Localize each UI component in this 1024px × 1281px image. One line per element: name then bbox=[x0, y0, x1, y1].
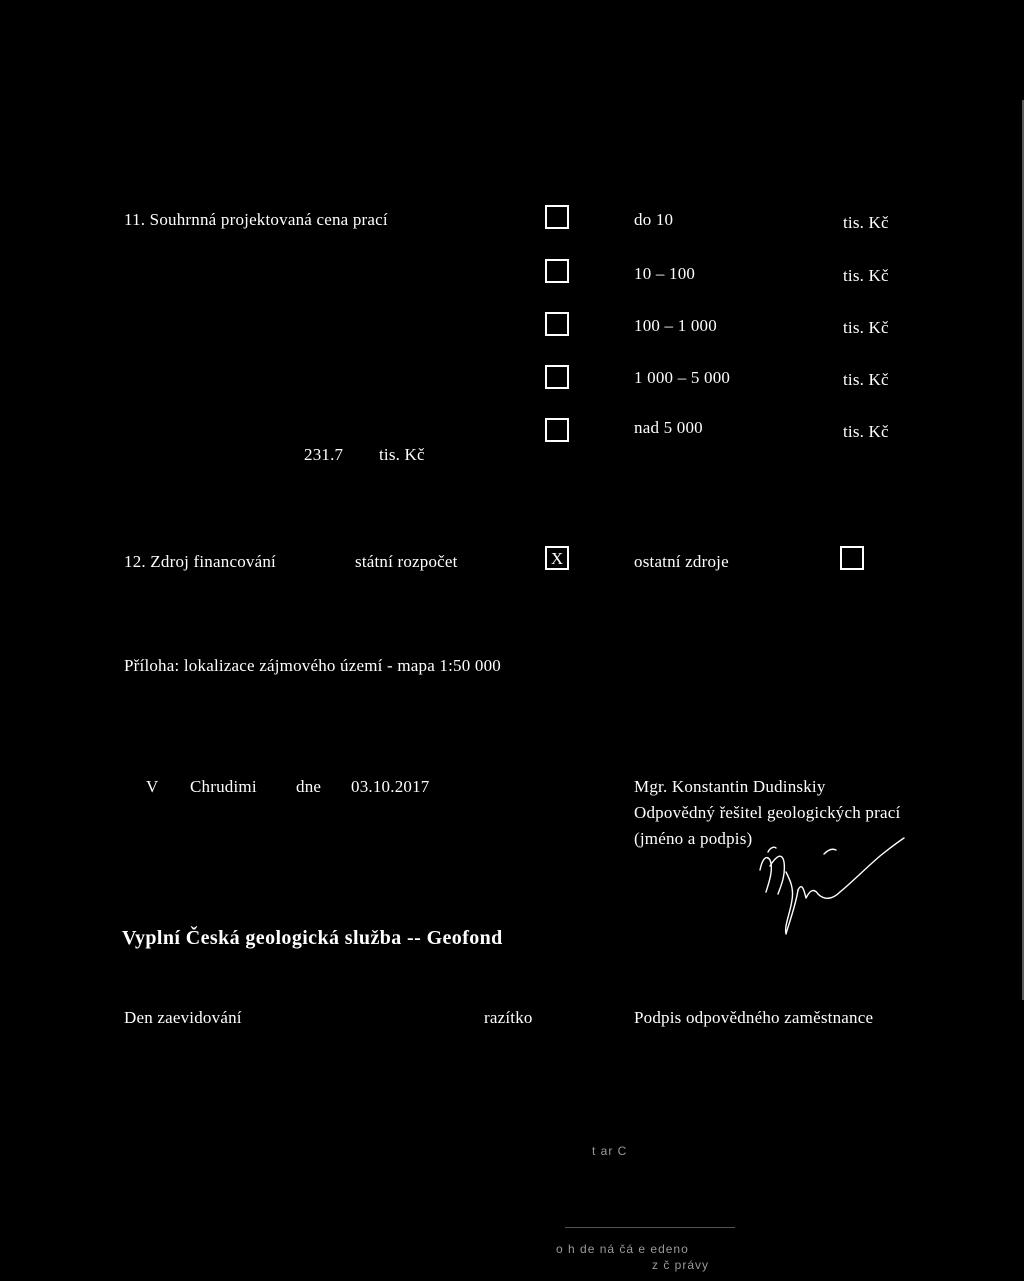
checkbox-price-100-1000[interactable] bbox=[545, 312, 569, 336]
place-name: Chrudimi bbox=[190, 777, 257, 796]
price-unit-nad-5000: tis. Kč bbox=[843, 422, 889, 441]
other-sources-label: ostatní zdroje bbox=[634, 552, 729, 571]
signatory-role: Odpovědný řešitel geologických prací bbox=[634, 803, 901, 822]
price-range-do-10: do 10 bbox=[634, 210, 674, 229]
projected-price-value: 231.7 bbox=[304, 445, 344, 464]
price-range-nad-5000: nad 5 000 bbox=[634, 418, 703, 437]
price-unit-10-100: tis. Kč bbox=[843, 266, 889, 285]
stamp-text-line-3: z č právy bbox=[652, 1258, 710, 1272]
checkbox-state-budget[interactable] bbox=[545, 546, 569, 570]
projected-price-unit: tis. Kč bbox=[379, 445, 425, 464]
stamp-text-line-1: t ar C bbox=[592, 1144, 628, 1158]
price-range-1000-5000: 1 000 – 5 000 bbox=[634, 368, 731, 387]
section-12-label: 12. Zdroj financování bbox=[124, 552, 276, 571]
stamp-dash-line bbox=[565, 1227, 735, 1228]
attachment-note: Příloha: lokalizace zájmového území - mapa 1:50 000 bbox=[124, 656, 501, 675]
price-unit-do-10: tis. Kč bbox=[843, 213, 889, 232]
signatory-note: (jméno a podpis) bbox=[634, 829, 753, 848]
stamp-text-line-2: o h de ná čá e edeno bbox=[556, 1242, 689, 1256]
employee-signature-label: Podpis odpovědného zaměstnance bbox=[634, 1008, 874, 1027]
price-unit-100-1000: tis. Kč bbox=[843, 318, 889, 337]
state-budget-label: státní rozpočet bbox=[355, 552, 458, 571]
checkbox-other-sources[interactable] bbox=[840, 546, 864, 570]
checkbox-price-1000-5000[interactable] bbox=[545, 365, 569, 389]
price-unit-1000-5000: tis. Kč bbox=[843, 370, 889, 389]
registration-date-label: Den zaevidování bbox=[124, 1008, 242, 1027]
stamp-label: razítko bbox=[484, 1008, 533, 1027]
date-label: dne bbox=[296, 777, 322, 796]
price-range-100-1000: 100 – 1 000 bbox=[634, 316, 717, 335]
section-11-label: 11. Souhrnná projektovaná cena prací bbox=[124, 210, 388, 229]
geofond-heading: Vyplní Česká geologická služba -- Geofond bbox=[122, 927, 503, 949]
checkbox-price-nad-5000[interactable] bbox=[545, 418, 569, 442]
checkbox-price-do-10[interactable] bbox=[545, 205, 569, 229]
check-x-mark: X bbox=[550, 548, 564, 568]
place-prefix: V bbox=[146, 777, 159, 796]
signing-date: 03.10.2017 bbox=[351, 777, 430, 796]
price-range-10-100: 10 – 100 bbox=[634, 264, 696, 283]
checkbox-price-10-100[interactable] bbox=[545, 259, 569, 283]
handwritten-signature bbox=[740, 830, 910, 940]
signatory-name: Mgr. Konstantin Dudinskiy bbox=[634, 777, 826, 796]
